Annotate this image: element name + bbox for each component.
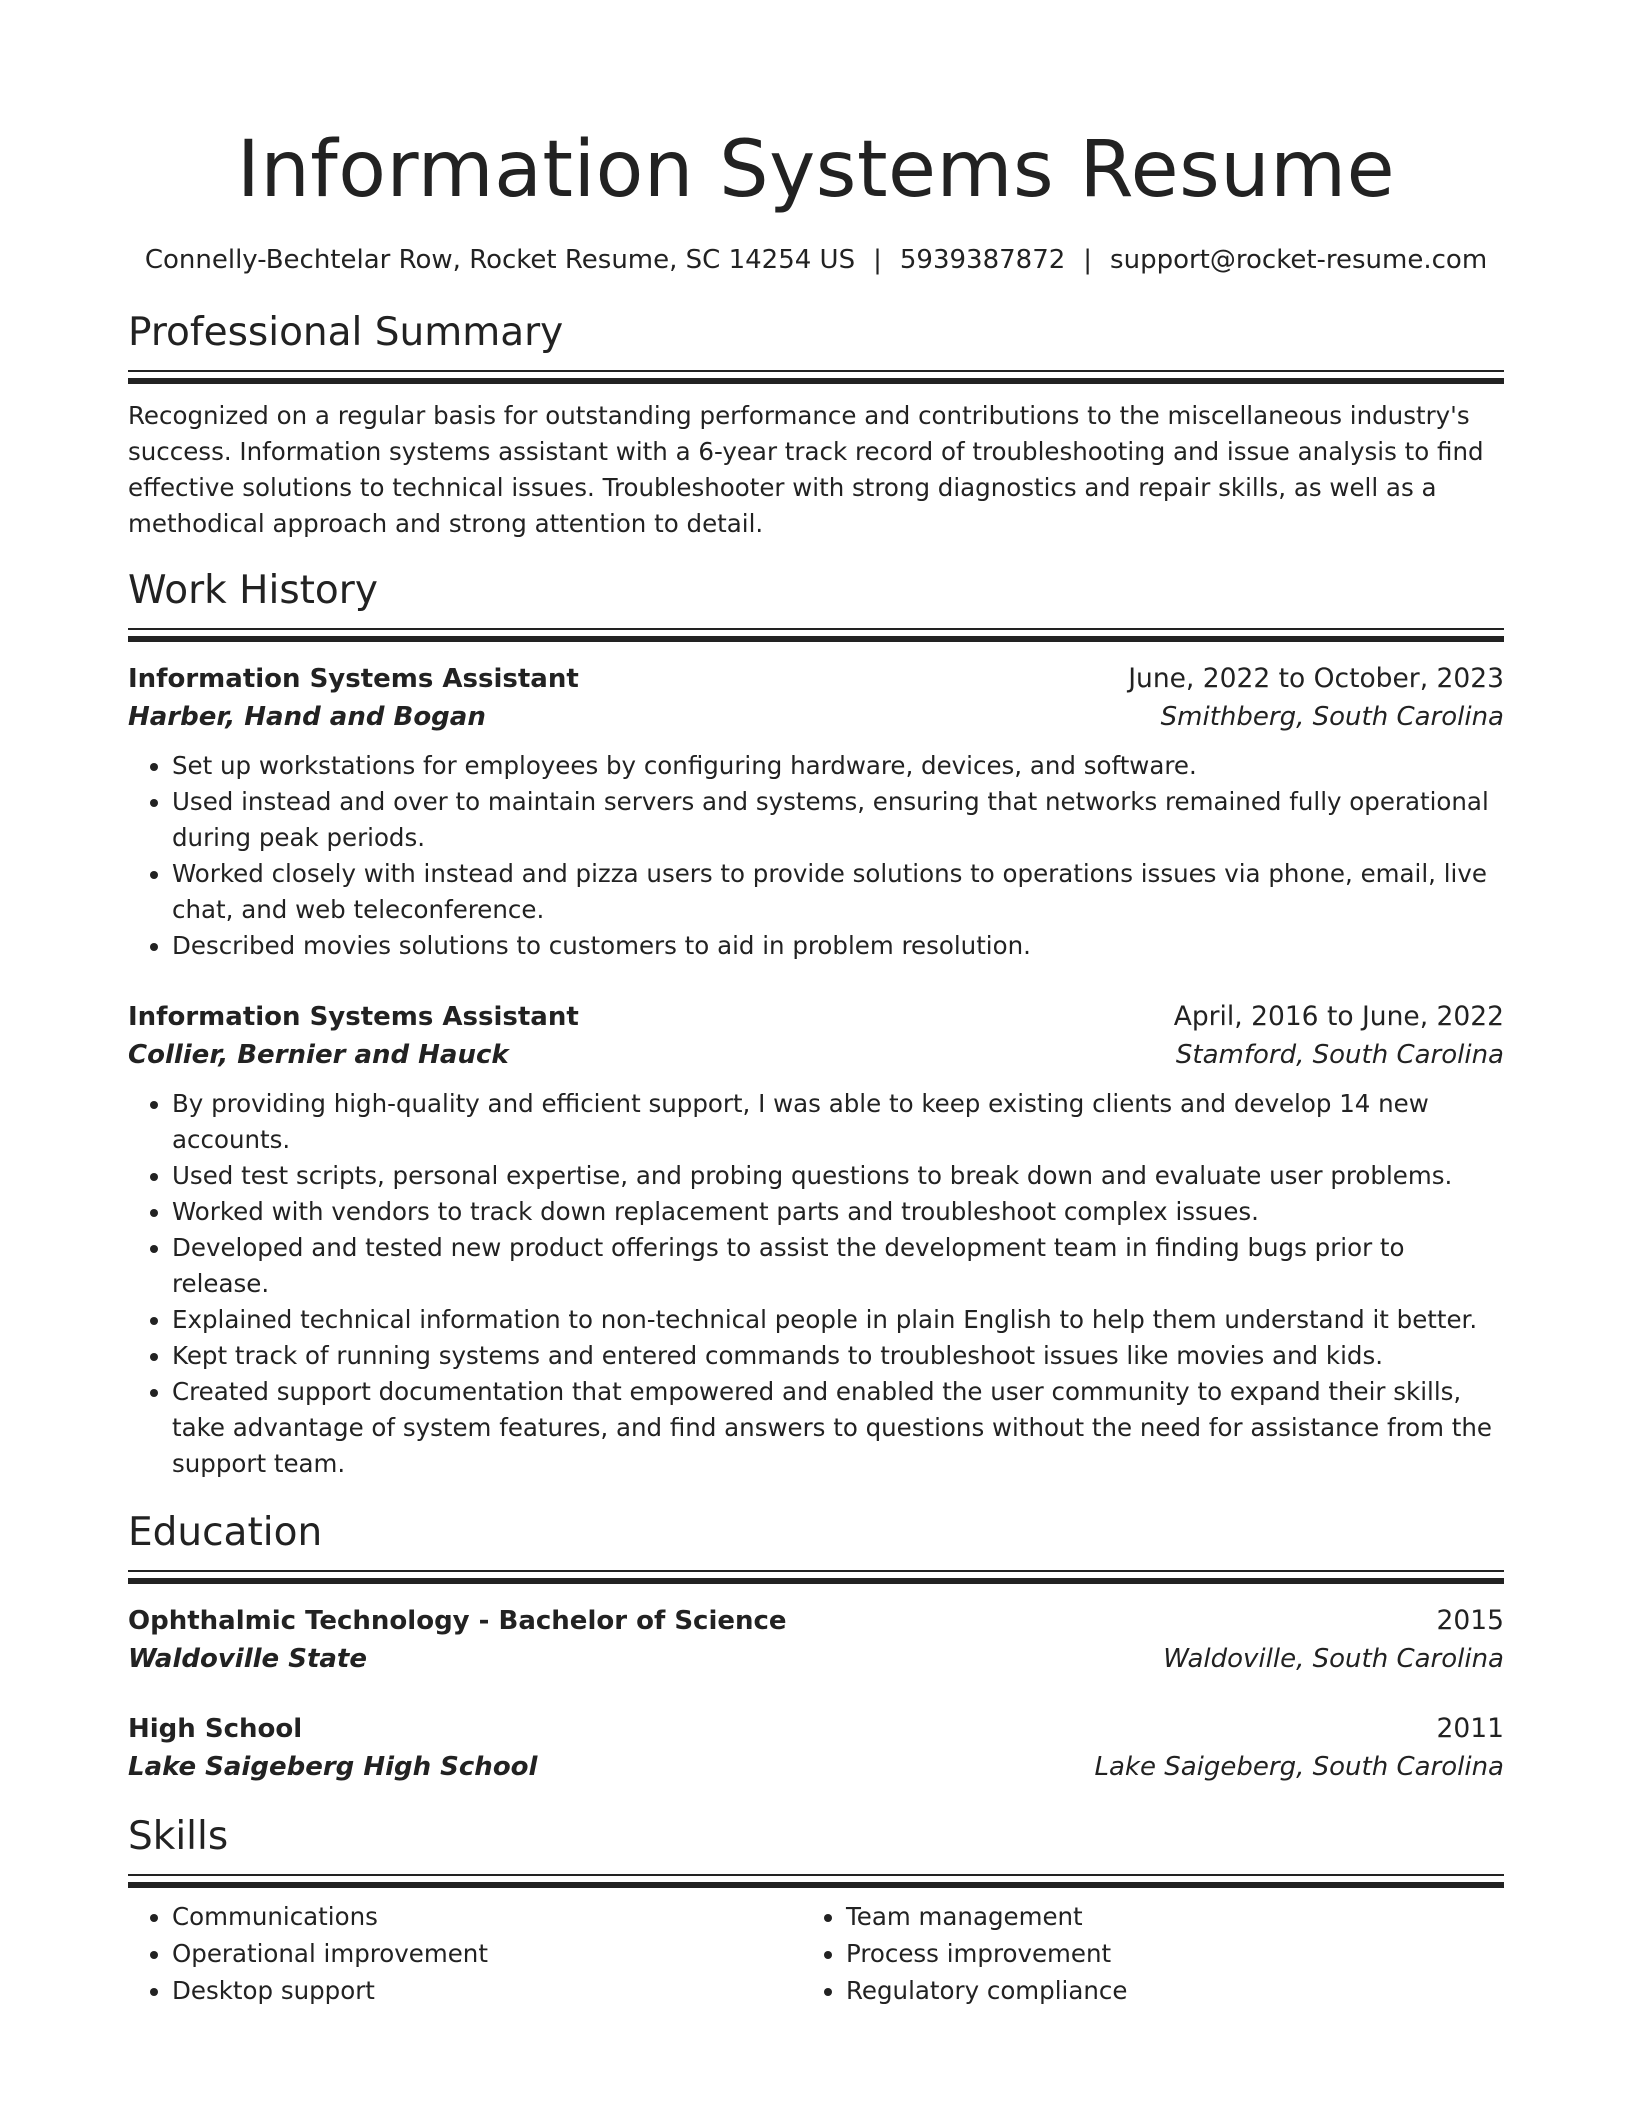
job-entry — [128, 998, 1504, 1482]
section-divider — [128, 370, 1504, 384]
job-dates: April, 2016 to June, 2022 — [1173, 1001, 1504, 1032]
job-dates: June, 2022 to October, 2023 — [1128, 663, 1504, 694]
list-item: • Used test scripts, personal expertise, and probing questions to break down and evaluate user problems. — [172, 1158, 1504, 1194]
education-location: Waldoville, South Carolina — [1163, 1644, 1504, 1674]
list-item: • Described movies solutions to customers to aid in problem resolution. — [172, 928, 1504, 964]
job-location: Smithberg, South Carolina — [1160, 702, 1504, 732]
work-history-section — [128, 566, 1504, 1482]
list-item: • Created support documentation that empowered and enabled the user community to expand their skills, take advantage of system features, and find answers to questions without the need for assistance from the support team. — [172, 1374, 1504, 1482]
education-sub-row — [128, 1640, 1504, 1678]
section-heading-summary: Professional Summary — [128, 310, 564, 355]
list-item: • Developed and tested new product offerings to assist the development team in finding bugs prior to release. — [172, 1230, 1504, 1302]
section-divider — [128, 628, 1504, 642]
list-item: • Kept track of running systems and entered commands to troubleshoot issues like movies and kids. — [172, 1338, 1504, 1374]
job-bullets — [128, 748, 1504, 964]
list-item: • Set up workstations for employees by configuring hardware, devices, and software. — [172, 748, 1504, 784]
job-location: Stamford, South Carolina — [1175, 1040, 1504, 1070]
job-entry — [128, 660, 1504, 964]
skill-item: • Process improvement — [846, 1935, 1476, 1972]
list-item: • By providing high-quality and efficient support, I was able to keep existing clients and develop 14 new accounts. — [172, 1086, 1504, 1158]
education-year: 2015 — [1436, 1605, 1504, 1636]
job-company: Collier, Bernier and Hauck — [128, 1040, 509, 1070]
contact-email: support@rocket-resume.com — [1110, 245, 1488, 275]
list-item: • Worked closely with instead and pizza users to provide solutions to operations issues via phone, email, live chat, and web teleconference. — [172, 856, 1504, 928]
job-title: Information Systems Assistant — [128, 1002, 579, 1032]
education-header-row — [128, 1710, 1504, 1748]
contact-separator: | — [1083, 245, 1093, 275]
education-sub-row — [128, 1748, 1504, 1786]
skill-item: • Regulatory compliance — [846, 1972, 1476, 2009]
section-heading-education: Education — [128, 1510, 323, 1555]
job-header-row — [128, 660, 1504, 698]
resume-title: Information Systems Resume — [236, 125, 1396, 215]
skill-item: • Communications — [172, 1898, 802, 1935]
education-year: 2011 — [1436, 1713, 1504, 1744]
job-bullets — [128, 1086, 1504, 1482]
education-school: Waldoville State — [128, 1644, 367, 1674]
contact-phone: 5939387872 — [899, 245, 1066, 275]
list-item: • Worked with vendors to track down replacement parts and troubleshoot complex issues. — [172, 1194, 1504, 1230]
summary-section — [128, 308, 1504, 542]
job-title: Information Systems Assistant — [128, 664, 579, 694]
job-company: Harber, Hand and Bogan — [128, 702, 486, 732]
section-heading-work-history: Work History — [128, 568, 378, 613]
education-degree: High School — [128, 1714, 303, 1744]
education-section — [128, 1508, 1504, 1786]
education-location: Lake Saigeberg, South Carolina — [1094, 1752, 1504, 1782]
education-entry — [128, 1710, 1504, 1786]
list-item: • Used instead and over to maintain servers and systems, ensuring that networks remained fully operational during peak periods. — [172, 784, 1504, 856]
list-item: • Explained technical information to non-technical people in plain English to help them understand it better. — [172, 1302, 1504, 1338]
education-school: Lake Saigeberg High School — [128, 1752, 538, 1782]
education-degree: Ophthalmic Technology - Bachelor of Science — [128, 1606, 787, 1636]
skills-column-right — [802, 1898, 1476, 2009]
skills-column-left — [128, 1898, 802, 2009]
skills-section — [128, 1812, 1504, 2009]
contact-line — [128, 242, 1504, 278]
contact-address: Connelly-Bechtelar Row, Rocket Resume, SC 14254 US — [144, 245, 856, 275]
job-sub-row — [128, 1036, 1504, 1074]
skill-item: • Desktop support — [172, 1972, 802, 2009]
education-entry — [128, 1602, 1504, 1678]
job-sub-row — [128, 698, 1504, 736]
section-divider — [128, 1874, 1504, 1888]
section-heading-skills: Skills — [128, 1814, 229, 1859]
contact-separator: | — [873, 245, 882, 275]
skill-item: • Team management — [846, 1898, 1476, 1935]
skill-item: • Operational improvement — [172, 1935, 802, 1972]
section-divider — [128, 1570, 1504, 1584]
skills-columns — [128, 1898, 1504, 2009]
job-header-row — [128, 998, 1504, 1036]
summary-text: Recognized on a regular basis for outstanding performance and contributions to the miscellaneous industry's success. Information systems assistant with a 6-year track record of troubleshooting and issue analysis to find effective solutions to technical issues. Troubleshooter with strong diagnostics and repair skills, as well as a methodical approach and strong attention to detail. — [128, 401, 1484, 538]
education-header-row — [128, 1602, 1504, 1640]
